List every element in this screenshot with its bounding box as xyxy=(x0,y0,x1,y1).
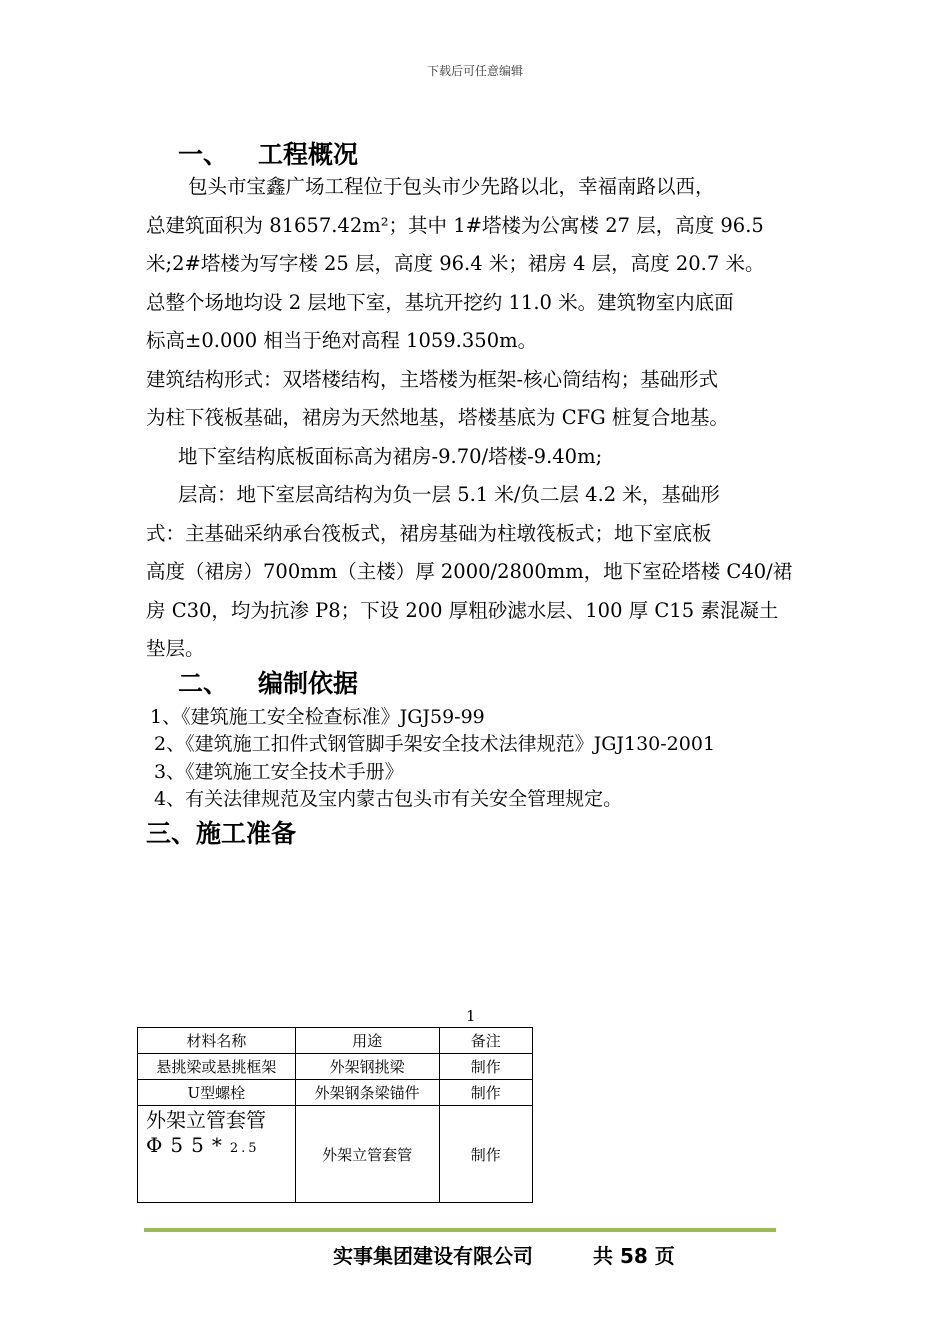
table-header-row xyxy=(138,1028,533,1054)
body-line: 米;2#塔楼为写字楼 25 层，高度 96.4 米；裙房 4 层，高度 20.7 米。 xyxy=(146,252,765,275)
section2-title: 编制依据 xyxy=(258,669,359,698)
table-cell-name xyxy=(138,1106,296,1203)
section2-heading xyxy=(178,664,358,700)
name-line1: 外架立管套管 xyxy=(146,1108,266,1132)
table-cell: U型螺栓 xyxy=(138,1080,296,1106)
header-cell: 用途 xyxy=(295,1028,439,1054)
table-cell: 制作 xyxy=(439,1054,532,1080)
body-line: 总建筑面积为 81657.42m²；其中 1#塔楼为公寓楼 27 层，高度 96.5 xyxy=(146,213,764,237)
reference-item: 2、《建筑施工扣件式钢管脚手架安全技术法律规范》JGJ130-2001 xyxy=(154,733,716,756)
reference-item: 3、《建筑施工安全技术手册》 xyxy=(154,760,404,783)
table-cell: 外架钢挑梁 xyxy=(295,1054,439,1080)
table-cell: 外架立管套管 xyxy=(295,1106,439,1203)
body-line: 为柱下筏板基础，裙房为天然地基，塔楼基底为 CFG 桩复合地基。 xyxy=(146,406,729,429)
body-line: 式：主基础采纳承台筏板式，裙房基础为柱墩筏板式；地下室底板 xyxy=(146,521,712,545)
body-line: 层高：地下室层高结构为负一层 5.1 米/负二层 4.2 米，基础形 xyxy=(178,483,720,506)
name-sub: 2.5 xyxy=(229,1141,260,1156)
table-cell: 外架钢条梁锚件 xyxy=(295,1080,439,1106)
reference-list xyxy=(150,704,715,813)
header-cell: 备注 xyxy=(439,1028,532,1054)
table-row xyxy=(138,1106,533,1203)
table-label: 1 xyxy=(466,1007,476,1025)
footer-pages: 共 58 页 xyxy=(593,1244,675,1268)
body-line: 地下室结构底板面标高为裙房-9.70/塔楼-9.40m; xyxy=(178,444,603,468)
section1-body xyxy=(146,168,810,669)
body-line: 高度（裙房）700mm（主楼）厚 2000/2800mm，地下室砼塔楼 C40/裙 xyxy=(146,560,793,583)
footer-company: 实事集团建设有限公司 xyxy=(333,1244,533,1268)
section1-number: 一、 xyxy=(178,140,229,169)
table-cell: 制作 xyxy=(439,1106,532,1203)
table-cell: 制作 xyxy=(439,1080,532,1106)
table-cell: 悬挑梁或悬挑框架 xyxy=(138,1054,296,1080)
body-line: 房 C30，均为抗渗 P8；下设 200 厚粗砂滤水层、100 厚 C15 素混凝土 xyxy=(146,598,779,622)
section2-number: 二、 xyxy=(178,669,229,698)
body-line: 标高±0.000 相当于绝对高程 1059.350m。 xyxy=(146,329,538,352)
reference-item: 4、有关法律规范及宝内蒙古包头市有关安全管理规定。 xyxy=(154,787,623,810)
body-line: 建筑结构形式：双塔楼结构，主塔楼为框架-核心筒结构；基础形式 xyxy=(146,367,719,391)
section1-heading xyxy=(178,135,358,171)
reference-item: 1、《建筑施工安全检查标准》JGJ59-99 xyxy=(150,706,485,728)
name-line2 xyxy=(146,1133,295,1161)
materials-table xyxy=(137,1027,533,1203)
body-line: 垫层。 xyxy=(146,637,205,660)
header-cell: 材料名称 xyxy=(138,1028,296,1054)
table-row xyxy=(138,1080,533,1106)
name-spec: Φ55* xyxy=(146,1133,230,1157)
section1-title: 工程概况 xyxy=(258,140,359,169)
body-line: 总整个场地均设 2 层地下室，基坑开挖约 11.0 米。建筑物室内底面 xyxy=(146,290,734,314)
body-line: 包头市宝鑫广场工程位于包头市少先路以北，幸福南路以西， xyxy=(188,175,715,198)
footer xyxy=(333,1240,675,1269)
section3-heading: 三、施工准备 xyxy=(146,819,297,848)
table-row xyxy=(138,1054,533,1080)
header-note: 下载后可任意编辑 xyxy=(426,64,523,78)
footer-rule xyxy=(144,1228,776,1232)
